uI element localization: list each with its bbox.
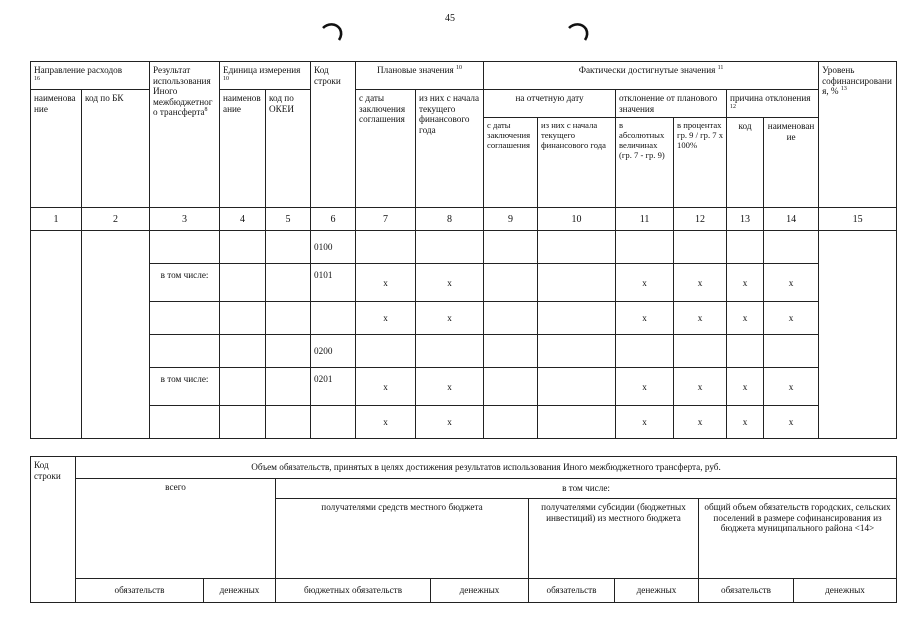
cell-14: x	[764, 406, 819, 439]
col-number: 9	[484, 208, 538, 231]
okei-cell	[266, 231, 311, 264]
cofinancing-cell	[819, 231, 897, 439]
line-code-cell: 0101	[311, 264, 356, 302]
cell-13: x	[727, 406, 764, 439]
cell-10	[538, 368, 616, 406]
cell-7: x	[356, 368, 416, 406]
col-number: 12	[674, 208, 727, 231]
header-code: код	[727, 118, 764, 208]
okei-cell	[266, 406, 311, 439]
col-number: 7	[356, 208, 416, 231]
line-code-cell: 0200	[311, 335, 356, 368]
unit-name-cell	[220, 264, 266, 302]
header-line-code: Код строки	[311, 62, 356, 208]
cell-10	[538, 264, 616, 302]
cell-11: x	[616, 264, 674, 302]
header-reason-name: наименование	[764, 118, 819, 208]
header-unit-name: наименование	[220, 90, 266, 208]
cell-11	[616, 231, 674, 264]
unit-name-cell	[220, 368, 266, 406]
t2-col-obligations-4: обязательств	[699, 579, 794, 603]
cell-12: x	[674, 406, 727, 439]
unit-name-cell	[220, 406, 266, 439]
header-reason: причина отклонения $^{12}$	[727, 90, 819, 118]
header-name: наименование	[31, 90, 82, 208]
cell-14	[764, 231, 819, 264]
col-number: 15	[819, 208, 897, 231]
cell-8: x	[416, 264, 484, 302]
cell-12: x	[674, 368, 727, 406]
header-planned: Плановые значения $^{10}$	[356, 62, 484, 90]
line-code-cell	[311, 406, 356, 439]
line-code-cell: 0201	[311, 368, 356, 406]
cell-12	[674, 231, 727, 264]
cell-7	[356, 231, 416, 264]
header-cofinancing: Уровень софинансирования, % $^{13}$	[819, 62, 897, 208]
obligations-table	[30, 456, 897, 603]
t2-header-title: Объем обязательств, принятых в целях достижения результатов использования Иного межбюджетного трансферта, руб.	[76, 457, 897, 479]
cell-7: x	[356, 264, 416, 302]
header-from-agreement-2: с даты заключения соглашения	[484, 118, 538, 208]
cell-14: x	[764, 302, 819, 335]
cell-13	[727, 231, 764, 264]
col-number: 8	[416, 208, 484, 231]
cell-11: x	[616, 406, 674, 439]
cell-8: x	[416, 302, 484, 335]
cell-10	[538, 406, 616, 439]
header-unit: Единица измерения $^{10}$	[220, 62, 311, 90]
header-from-agreement: с даты заключения соглашения	[356, 90, 416, 208]
col-number: 1	[31, 208, 82, 231]
cell-13: x	[727, 264, 764, 302]
cell-10	[538, 231, 616, 264]
cell-8: x	[416, 368, 484, 406]
header-abs-values: в абсолютных величинах (гр. 7 - гр. 9)	[616, 118, 674, 208]
t2-col-monetary-4: денежных	[794, 579, 897, 603]
header-actual: Фактически достигнутые значения $^{11}$	[484, 62, 819, 90]
cell-8	[416, 231, 484, 264]
cell-14: x	[764, 264, 819, 302]
table-row	[31, 231, 897, 264]
t2-col-monetary-2: денежных	[431, 579, 529, 603]
cell-8: x	[416, 406, 484, 439]
cell-9	[484, 406, 538, 439]
result-cell	[150, 406, 220, 439]
table-row	[31, 406, 897, 439]
header-on-report-date: на отчетную дату	[484, 90, 616, 118]
cell-12: x	[674, 264, 727, 302]
unit-name-cell	[220, 231, 266, 264]
t2-col-obligations-3: обязательств	[529, 579, 615, 603]
col-number: 3	[150, 208, 220, 231]
cell-7: x	[356, 302, 416, 335]
cell-9	[484, 368, 538, 406]
cell-14: x	[764, 368, 819, 406]
table-row	[31, 368, 897, 406]
result-cell: в том числе:	[150, 368, 220, 406]
corner-mark-left	[320, 20, 346, 42]
table-row	[31, 335, 897, 368]
unit-name-cell	[220, 302, 266, 335]
t2-header-recipients-subsidies: получателями субсидии (бюджетных инвестиций) из местного бюджета	[529, 499, 699, 579]
header-bk-code: код по БК	[82, 90, 150, 208]
cell-9	[484, 335, 538, 368]
cell-11: x	[616, 368, 674, 406]
cell-9	[484, 264, 538, 302]
header-okei-code: код по ОКЕИ	[266, 90, 311, 208]
okei-cell	[266, 264, 311, 302]
cell-13: x	[727, 368, 764, 406]
cell-7: x	[356, 406, 416, 439]
cell-13: x	[727, 302, 764, 335]
col-number: 6	[311, 208, 356, 231]
t2-col-monetary-3: денежных	[615, 579, 699, 603]
line-code-cell: 0100	[311, 231, 356, 264]
cell-11	[616, 335, 674, 368]
cell-9	[484, 231, 538, 264]
page-number: 45	[445, 13, 455, 24]
header-result: Результат использования Иного межбюджетного трансферта$^8$	[150, 62, 220, 208]
col-number: 11	[616, 208, 674, 231]
header-deviation: отклонение от планового значения	[616, 90, 727, 118]
okei-cell	[266, 335, 311, 368]
t2-header-recipients-local: получателями средств местного бюджета	[276, 499, 529, 579]
t2-header-line-code: Код строки	[31, 457, 76, 603]
t2-col-monetary: денежных	[204, 579, 276, 603]
okei-cell	[266, 302, 311, 335]
header-from-year-start: из них с начала текущего финансового года	[416, 90, 484, 208]
t2-col-obligations: обязательств	[76, 579, 204, 603]
header-from-year-start-2: из них с начала текущего финансового года	[538, 118, 616, 208]
cell-7	[356, 335, 416, 368]
unit-name-cell	[220, 335, 266, 368]
result-cell	[150, 231, 220, 264]
column-numbers-row	[31, 208, 897, 231]
direction-name-cell	[31, 231, 82, 439]
cell-13	[727, 335, 764, 368]
result-cell	[150, 335, 220, 368]
t2-header-total: всего	[76, 479, 276, 579]
col-number: 10	[538, 208, 616, 231]
col-number: 13	[727, 208, 764, 231]
cell-12: x	[674, 302, 727, 335]
line-code-cell	[311, 302, 356, 335]
t2-header-including: в том числе:	[276, 479, 897, 499]
col-number: 2	[82, 208, 150, 231]
result-cell: в том числе:	[150, 264, 220, 302]
t2-col-budget-obligations: бюджетных обязательств	[276, 579, 431, 603]
col-number: 5	[266, 208, 311, 231]
cell-12	[674, 335, 727, 368]
header-direction: Направление расходов $^{16}$	[31, 62, 150, 90]
table-row	[31, 264, 897, 302]
col-number: 4	[220, 208, 266, 231]
header-percent: в процентах гр. 9 / гр. 7 х 100%	[674, 118, 727, 208]
okei-cell	[266, 368, 311, 406]
cell-9	[484, 302, 538, 335]
table-row	[31, 302, 897, 335]
cell-14	[764, 335, 819, 368]
result-cell	[150, 302, 220, 335]
cell-10	[538, 302, 616, 335]
cell-10	[538, 335, 616, 368]
corner-mark-right	[566, 20, 592, 42]
cell-8	[416, 335, 484, 368]
cell-11: x	[616, 302, 674, 335]
results-table	[30, 61, 897, 439]
t2-header-total-settlements: общий объем обязательств городских, сельских поселений в размере софинансирования из бюджета муниципального района <14>	[699, 499, 897, 579]
col-number: 14	[764, 208, 819, 231]
bk-code-cell	[82, 231, 150, 439]
